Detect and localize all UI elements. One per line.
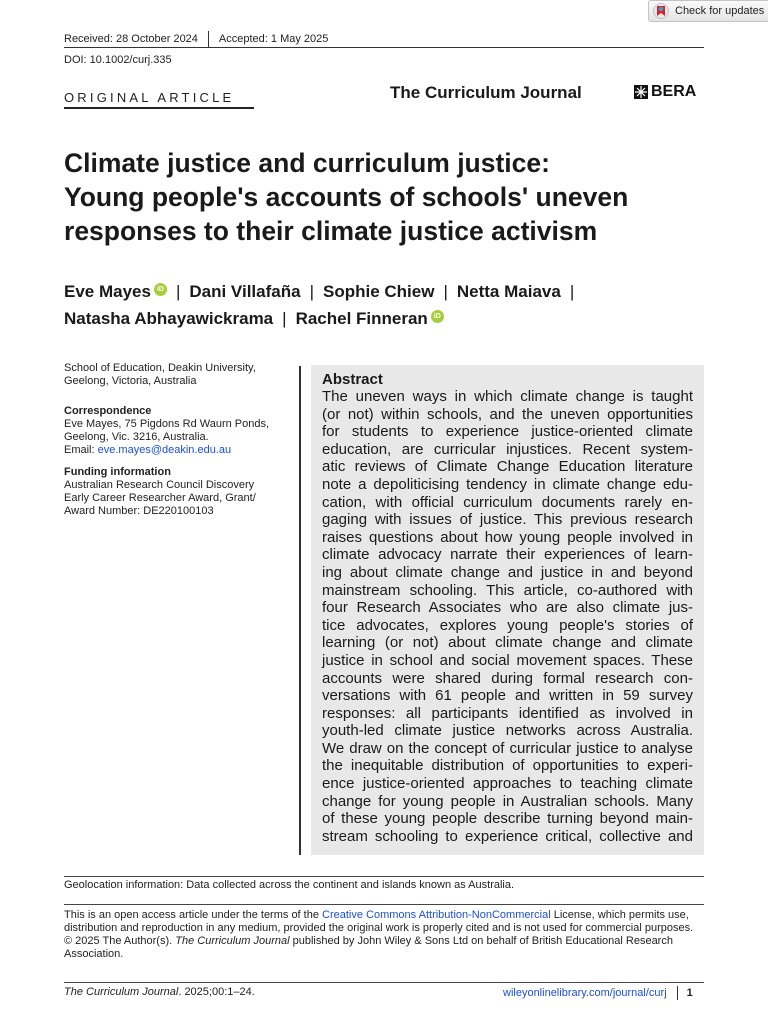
funding-heading: Funding information (64, 466, 171, 478)
abstract-heading: Abstract (322, 371, 383, 388)
abstract-line: of these young people describe turning beyond main- (322, 810, 693, 828)
publisher-logo (634, 83, 696, 101)
footer-right (503, 986, 693, 1000)
rule (64, 904, 704, 905)
email-line (64, 444, 284, 457)
abstract-line: ence justice-oriented approaches to teaching climate (322, 775, 693, 793)
article-type: ORIGINAL ARTICLE (64, 90, 235, 105)
correspondence-heading: Correspondence (64, 405, 152, 417)
bera-logo-text: BERA (651, 83, 697, 100)
author-name[interactable]: Natasha Abhayawickrama (64, 309, 274, 328)
orcid-icon[interactable] (431, 310, 444, 323)
abstract-line: youth-led climate justice networks across Australia. (322, 722, 693, 740)
abstract-line: for students to experience justice-oriented climate (322, 423, 693, 441)
orcid-icon[interactable] (154, 283, 167, 296)
author-name[interactable]: Eve Mayes (64, 282, 151, 301)
abstract-box (311, 365, 704, 855)
top-rule (64, 47, 704, 48)
abstract-text (322, 388, 693, 845)
title-line: responses to their climate justice activism (64, 216, 598, 246)
article-type-underline (64, 107, 254, 109)
title-line: Climate justice and curriculum justice: (64, 148, 550, 178)
abstract-line: atic reviews of Climate Change Education literature (322, 458, 693, 476)
correspondence-line: Geelong, Vic. 3216, Australia. (64, 431, 209, 443)
accepted-date: Accepted: 1 May 2025 (218, 33, 329, 45)
article-title (64, 146, 724, 248)
author-name[interactable]: Rachel Finneran (295, 309, 428, 328)
author-name[interactable]: Netta Maiava (456, 282, 561, 301)
abstract-line: climate advocacy narrate their experiences of learn- (322, 546, 693, 564)
footer-citation (64, 986, 255, 998)
abstract-line: responses: all participants identified as involved in (322, 704, 693, 722)
copyright-text: © 2025 The Author(s). (64, 935, 176, 947)
journal-name: The Curriculum Journal (390, 83, 582, 102)
title-line: Young people's accounts of schools' uneven (64, 182, 629, 212)
divider (677, 986, 678, 1000)
abstract-line: mainstream schooling. This article, co-authored with (322, 581, 693, 599)
abstract-line: gaging with issues of justice. This previous research (322, 511, 693, 529)
abstract-line: the inequitable distribution of opportunities to experi- (322, 757, 693, 775)
affiliation (64, 362, 284, 388)
bera-logo-icon (634, 85, 648, 99)
received-date: Received: 28 October 2024 (64, 33, 198, 45)
abstract-line: The uneven ways in which climate change is taught (322, 388, 693, 405)
doi: DOI: 10.1002/curj.335 (64, 54, 172, 66)
copyright-text: published by John Wiley & Sons Ltd on behalf of British Educational Research Association. (64, 935, 673, 960)
funding-line: Early Career Researcher Award, Grant/ (64, 492, 256, 504)
abstract-line: justice in school and social movement spaces. These (322, 651, 693, 669)
email-label: Email: (64, 444, 98, 456)
author-name[interactable]: Dani Villafaña (189, 282, 301, 301)
abstract-line: change for young people in Australian schools. Many (322, 792, 693, 810)
check-for-updates-button[interactable] (648, 0, 768, 22)
crossmark-icon (653, 3, 669, 19)
license-notice (64, 909, 704, 961)
abstract-line: stream schooling to experience critical, collective and (322, 827, 693, 845)
email-link[interactable]: eve.mayes@deakin.edu.au (97, 444, 232, 456)
abstract-line: versations with 61 people and written in 59 survey (322, 687, 693, 705)
dates-row (64, 31, 328, 47)
funding-line: Award Number: DE220100103 (64, 505, 214, 517)
abstract-line: learning (or not) about climate change and climate (322, 634, 693, 652)
author-name[interactable]: Sophie Chiew (322, 282, 435, 301)
funding-line: Australian Research Council Discovery (64, 479, 255, 491)
geolocation-info: Geolocation information: Data collected across the continent and islands known as Australia. (64, 879, 515, 891)
abstract-line: tice advocates, explores young people's stories of (322, 616, 693, 634)
footer-volume: . 2025;00:1–24. (178, 986, 255, 998)
author-list: Eve MayesiD | Dani Villafaña | Sophie Chiew | Netta Maiava | Natasha Abhayawickrama | Rachel FinneraniD (64, 278, 724, 332)
rule (64, 876, 704, 877)
abstract-line: four Research Associates who are also climate jus- (322, 599, 693, 617)
abstract-line: note a depoliticising tendency in climate change edu- (322, 475, 693, 493)
license-link[interactable]: Creative Commons Attribution-NonCommercial (322, 909, 551, 921)
abstract-line: cation, with official curriculum documents rarely en- (322, 493, 693, 511)
page-number: 1 (686, 987, 693, 999)
abstract-line: (or not) within schools, and the uneven opportunities (322, 405, 693, 423)
affiliation-line: School of Education, Deakin University, (64, 362, 256, 374)
affiliation-line: Geelong, Victoria, Australia (64, 375, 197, 387)
abstract-line: raises questions about how young people involved in (322, 528, 693, 546)
abstract-line: accounts were shared during formal research con- (322, 669, 693, 687)
journal-url-link[interactable]: wileyonlinelibrary.com/journal/curj (503, 987, 667, 999)
abstract-line: education, are curricular injustices. Recent system- (322, 440, 693, 458)
column-divider (299, 366, 301, 855)
abstract-line: ing about climate change and justice in and beyond (322, 563, 693, 581)
license-text: License, which permits use, distribution and reproduction in any medium, provided the original work is properly cited and is not used for commercial purposes. (64, 909, 694, 934)
divider (208, 31, 209, 47)
footer-journal: The Curriculum Journal (64, 986, 179, 998)
correspondence-line: Eve Mayes, 75 Pigdons Rd Waurn Ponds, (64, 418, 270, 430)
article-info-column (64, 362, 284, 518)
footer-rule (64, 982, 704, 983)
abstract-line: We draw on the concept of curricular justice to analyse (322, 739, 693, 757)
copyright-journal: The Curriculum Journal (175, 935, 290, 947)
license-text: This is an open access article under the terms of the (64, 909, 323, 921)
check-for-updates-label: Check for updates (675, 5, 765, 17)
